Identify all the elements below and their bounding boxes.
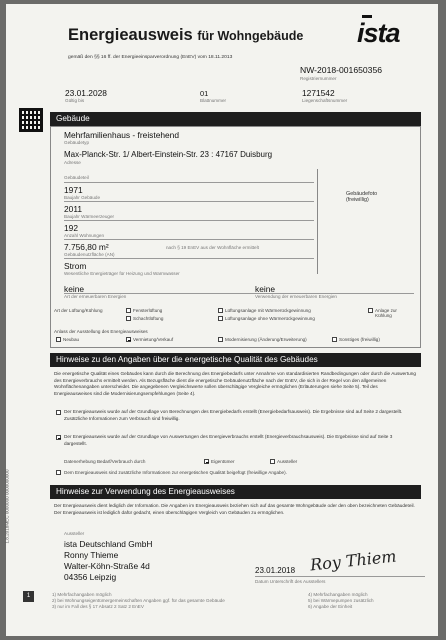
quality-heading: Hinweise zu den Angaben über die energetische Qualität des Gebäudes xyxy=(50,353,421,367)
checkbox-modernisation[interactable] xyxy=(218,337,223,342)
footnote: 3) nur im Fall des § 17 Absatz 2 Satz 2 EnEV xyxy=(52,604,144,609)
side-code: 1.8.2018MEC 0000000 0000000000 xyxy=(4,469,10,544)
property-number: 1271542 xyxy=(302,88,335,98)
renewable-use-label: Verwendung der erneuerbaren Energien xyxy=(255,294,337,299)
year-heat-label: Baujahr Wärmeerzeuger xyxy=(64,214,115,219)
issuer-company: ista Deutschland GmbH xyxy=(64,539,153,549)
data-collection-label: Datenerhebung Bedarf/Verbrauch durch xyxy=(64,459,146,464)
ventilation-option: Lüftungsanlage mit Wärmerückgewinnung xyxy=(225,308,311,313)
renewable-type-label: Art der erneuerbaren Energien xyxy=(64,294,127,299)
building-type: Mehrfamilienhaus - freistehend xyxy=(64,130,179,140)
field-divider xyxy=(64,239,314,240)
signature: Roy Thiem xyxy=(309,546,398,575)
title xyxy=(68,26,303,45)
issuer-street: Walter-Köhn-Straße 4d xyxy=(64,561,150,571)
footnote: 2) bei Wohnungseigentümergemeinschaften Angaben ggf. für das gesamte Gebäude xyxy=(52,598,225,603)
occasion-label: Anlass der Ausstellung des Energieausweises xyxy=(54,329,148,334)
year-built-label: Baujahr Gebäude xyxy=(64,195,101,200)
issuer-person: Ronny Thieme xyxy=(64,550,119,560)
issuer-city: 04356 Leipzig xyxy=(64,572,117,582)
building-part-label: Gebäudeteil xyxy=(64,175,89,180)
year-heat-generator: 2011 xyxy=(64,204,83,214)
issue-date: 23.01.2018 xyxy=(255,566,296,575)
registration-label: Registriernummer xyxy=(300,76,337,81)
building-type-label: Gebäudetyp xyxy=(64,140,90,145)
usage-paragraph: Der Energieausweis dient lediglich der Information. Die Angaben im Energieausweis beziehen sich auf das gesamte Wohngebäude oder den oben bezeichneten Gebäudeteil. Der Energieausweis ist lediglich dafür gedacht, einen überschlägigen Vergleich von Gebäuden zu ermöglichen. xyxy=(54,503,415,515)
checkbox-owner[interactable] xyxy=(204,459,209,464)
energy-carrier: Strom xyxy=(64,261,87,271)
occasion-option: Modernisierung (Änderung/Erweiterung) xyxy=(225,337,307,342)
logo-crown-icon xyxy=(362,15,372,18)
checkbox-rent-sale[interactable] xyxy=(126,337,131,342)
sheet-number: 01 xyxy=(200,89,209,98)
page-number-box xyxy=(23,591,34,602)
consumption-option-text: Der Energieausweis wurde auf der Grundlage von Auswertungen des Energieverbrauchs erstellt (Energieverbrauchsausweis). Die Ergebnisse sind auf Seite 3 dargestellt. xyxy=(64,434,393,446)
dwelling-units: 192 xyxy=(64,223,78,233)
checkbox-consumption-certificate[interactable] xyxy=(56,435,61,440)
energy-carrier-label: Wesentliche Energieträger für Heizung und Warmwasser xyxy=(64,271,180,276)
attachment-text: Dem Energieausweis sind zusätzliche Informationen zur energetischen Qualität beigefügt (freiwillige Angabe). xyxy=(64,470,287,475)
renewable-type: keine xyxy=(64,284,85,294)
checkbox-other[interactable] xyxy=(332,337,337,342)
checkbox-ventilation-without-recovery[interactable] xyxy=(218,316,223,321)
title-rest: für Wohngebäude xyxy=(197,29,304,43)
building-heading: Gebäude xyxy=(50,112,421,126)
sheet-label: Blattnummer xyxy=(200,98,227,103)
dwelling-units-label: Anzahl Wohnungen xyxy=(64,233,105,238)
ventilation-label: Art der Lüftung/Kühlung xyxy=(54,308,103,313)
page-number: 1 xyxy=(26,593,31,599)
footnote: 4) Mehrfachangaben möglich xyxy=(308,592,368,597)
signature-label: Datum Unterschrift des Ausstellers xyxy=(255,579,326,584)
renewable-use: keine xyxy=(255,284,276,294)
occasion-option: Neubau xyxy=(63,337,80,342)
usable-area: 7.756,80 m² xyxy=(64,242,109,252)
checkbox-issuer[interactable] xyxy=(270,459,275,464)
checkbox-demand-certificate[interactable] xyxy=(56,410,61,415)
usage-heading: Hinweise zur Verwendung des Energieausweises xyxy=(50,485,421,499)
quality-paragraph: Die energetische Qualität eines Gebäudes kann durch die Berechnung des Energiebedarfs unter Annahme von standardisierten Randbedingungen oder durch die Auswertung des Energieverbrauchs ermittelt werden. Als Bezugsfläche dient die energetische Gebäudenutzfläche nach der EnEV, die sich in der Regel von den allgemeinen Wohnflächenangaben unterscheidet. Die angegebenen Vergleichswerte sollen überschlägige Vergleiche ermöglichen (Erläuterungen siehe Seite 5). Teil des Energieausweises sind die Modernisierungsempfehlungen (Seite 4). xyxy=(54,371,416,396)
footnote: 1) Mehrfachangaben möglich xyxy=(52,592,112,597)
subtitle: gemäß den §§ 16 ff. der Energieeinsparverordnung (EnEV) vom 18.11.2013 xyxy=(68,55,233,60)
title-main: Energieausweis xyxy=(68,26,193,44)
field-divider xyxy=(64,201,314,202)
footnote: 5) bei Wärmepumpen zusätzlich xyxy=(308,598,374,603)
field-divider xyxy=(64,258,314,259)
footnote: 6) Angabe der Einheit xyxy=(308,604,353,609)
field-divider xyxy=(64,293,414,294)
issuer-option-label: Aussteller xyxy=(277,459,298,464)
signature-line xyxy=(255,576,425,577)
ista-logo: ista xyxy=(357,18,400,48)
valid-until-label: Gültig bis xyxy=(65,98,85,103)
building-photo-label: Gebäudefoto (freiwillig) xyxy=(346,191,378,203)
checkbox-attachment[interactable] xyxy=(56,470,61,475)
address-label: Adresse xyxy=(64,160,81,165)
demand-option-text: Der Energieausweis wurde auf der Grundlage von Berechnungen des Energiebedarfs erstellt (Energiebedarfsausweis). Die Ergebnisse sind auf Seite 2 dargestellt. Zusätzliche Informationen zum Verbrauch sind freiwillig. xyxy=(64,409,403,421)
field-divider xyxy=(64,182,314,183)
owner-label: Eigentümer xyxy=(211,459,235,464)
checkbox-window-ventilation[interactable] xyxy=(126,308,131,313)
usable-area-label: Gebäudenutzfläche (AN) xyxy=(64,252,115,257)
occasion-option: Vermietung/Verkauf xyxy=(133,337,174,342)
checkbox-ventilation-with-recovery[interactable] xyxy=(218,308,223,313)
field-divider xyxy=(64,220,314,221)
ventilation-option: Anlage zur Kühlung xyxy=(375,308,397,318)
issuer-label: Aussteller xyxy=(64,531,85,536)
ventilation-option: Lüftungsanlage ohne Wärmerückgewinnung xyxy=(225,316,315,321)
qr-code-icon xyxy=(20,109,42,131)
checkbox-new-building[interactable] xyxy=(56,337,61,342)
building-address: Max-Planck-Str. 1/ Albert-Einstein-Str. 23 : 47167 Duisburg xyxy=(64,150,273,159)
registration-number: NW-2018-001650356 xyxy=(300,65,383,75)
valid-until: 23.01.2028 xyxy=(65,88,107,98)
property-label: Liegenschaftsnummer xyxy=(302,98,348,103)
year-built: 1971 xyxy=(64,185,83,195)
ventilation-option: Fensterlüftung xyxy=(133,308,163,313)
occasion-option: Sonstiges (freiwillig) xyxy=(339,337,380,342)
usable-area-note: nach § 19 EnEV aus der Wohnfläche ermittelt xyxy=(166,245,259,250)
energy-certificate-page xyxy=(6,4,438,636)
checkbox-shaft-ventilation[interactable] xyxy=(126,316,131,321)
checkbox-cooling[interactable] xyxy=(368,308,373,313)
building-photo-box xyxy=(317,169,422,274)
ventilation-option: Schachtlüftung xyxy=(133,316,164,321)
